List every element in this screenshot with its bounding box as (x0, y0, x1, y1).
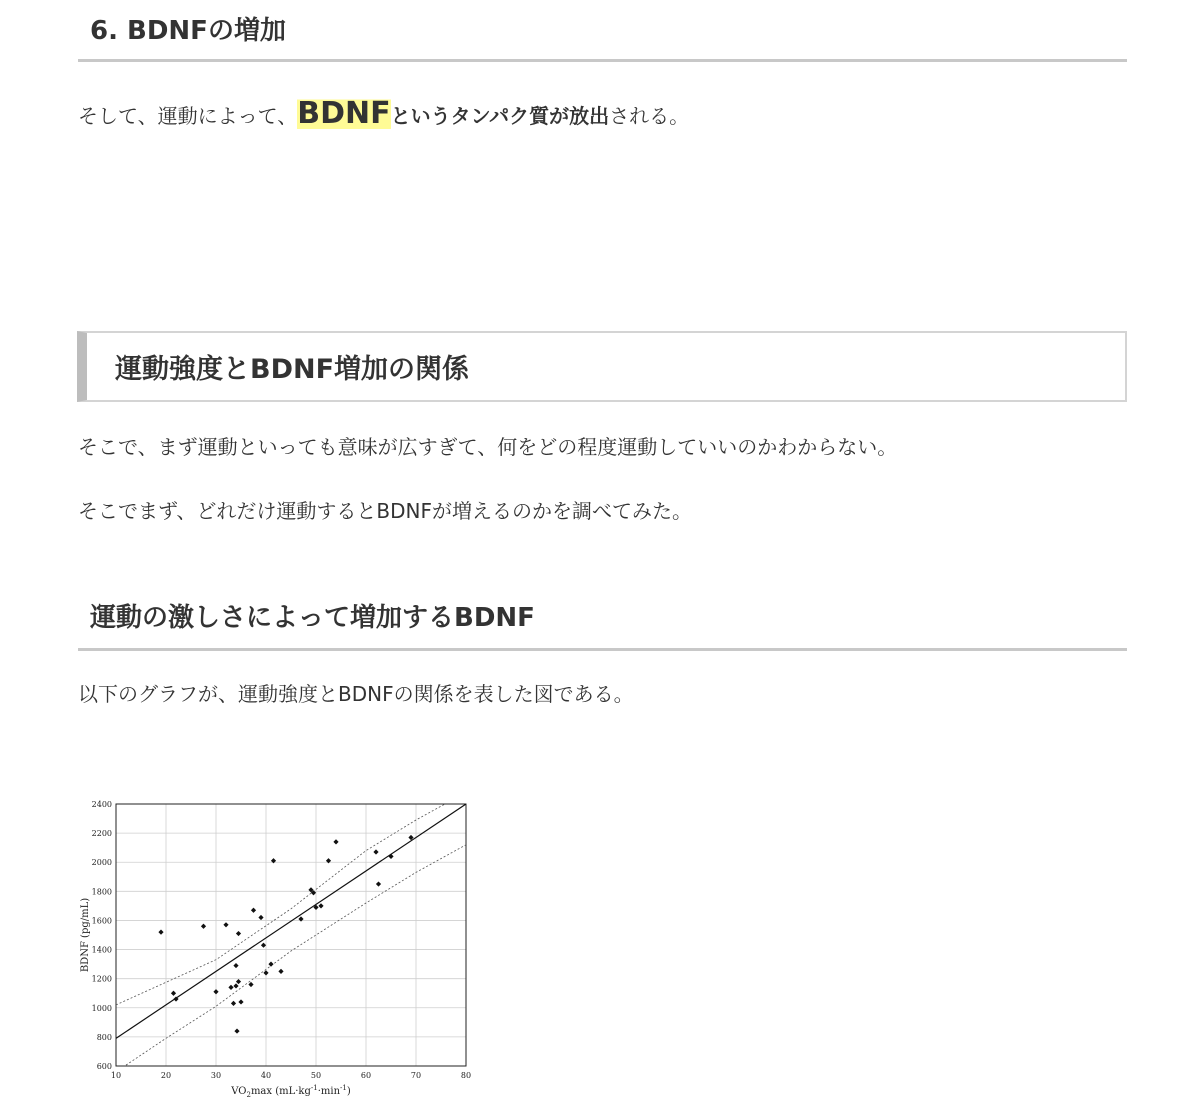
x-tick-label: 10 (110, 1071, 122, 1080)
bdnf-vo2max-chart (78, 798, 472, 1098)
data-point (251, 908, 256, 913)
section-heading-intensity-relation: 運動強度とBDNF増加の関係 (77, 331, 1127, 402)
data-point (263, 970, 268, 975)
data-point (388, 854, 393, 859)
data-point (231, 1001, 236, 1006)
data-point (158, 929, 163, 934)
data-point (318, 903, 323, 908)
data-point (376, 881, 381, 886)
x-tick-label: 60 (360, 1071, 372, 1080)
data-point (236, 931, 241, 936)
y-tick-label: 1200 (91, 974, 112, 984)
y-tick-label: 800 (96, 1032, 112, 1042)
y-tick-label: 1400 (91, 945, 112, 955)
chart-grid (116, 804, 466, 1066)
highlight-bdnf: BDNF (297, 96, 391, 131)
y-tick-label: 1000 (91, 1003, 112, 1013)
y-tick-label: 600 (96, 1062, 112, 1071)
data-point (333, 839, 338, 844)
x-tick-label: 50 (310, 1071, 322, 1080)
data-point (201, 924, 206, 929)
data-point (278, 969, 283, 974)
x-axis-label: $VO_2\max$ $(mL\cdot kg^{-1}\cdot\min^{-1})$ (231, 1084, 351, 1098)
x-tick-label: 40 (260, 1071, 272, 1080)
data-point (268, 962, 273, 967)
chart-svg (78, 798, 472, 1098)
data-point (234, 1028, 239, 1033)
y-tick-label: 2200 (91, 829, 112, 839)
y-tick-label: 1600 (91, 916, 112, 926)
data-point (261, 943, 266, 948)
x-tick-labels (111, 1071, 471, 1080)
data-point (228, 985, 233, 990)
data-point (233, 963, 238, 968)
paragraph-text: そして、運動によって、 (78, 104, 298, 128)
data-point (236, 979, 241, 984)
regression-line (116, 804, 466, 1038)
paragraph-investigation: そこでまず、どれだけ運動するとBDNFが増えるのかを調べてみた。 (78, 499, 692, 523)
data-point (233, 983, 238, 988)
data-point (171, 991, 176, 996)
data-point (223, 922, 228, 927)
paragraph-graph-intro: 以下のグラフが、運動強度とBDNFの関係を表した図である。 (78, 682, 634, 706)
y-tick-label: 1800 (91, 887, 112, 897)
data-point (248, 982, 253, 987)
ci-lower-line (116, 845, 466, 1072)
section-heading-bdnf-increase: 6. BDNFの増加 (78, 14, 1127, 62)
data-point (373, 849, 378, 854)
x-tick-label: 70 (410, 1071, 422, 1080)
x-tick-label: 80 (460, 1071, 472, 1080)
bold-text: というタンパク質が放出 (390, 104, 610, 128)
plot-frame (116, 804, 466, 1066)
y-tick-label: 2400 (91, 800, 112, 809)
x-tick-label: 30 (210, 1071, 222, 1080)
paragraph-exercise-meaning: そこで、まず運動といっても意味が広すぎて、何をどの程度運動していいのかわからない。 (78, 435, 898, 459)
paragraph-bdnf-release (78, 98, 689, 132)
data-point (213, 989, 218, 994)
x-tick-label: 20 (160, 1071, 172, 1080)
paragraph-text-suffix: される。 (609, 104, 690, 128)
ci-upper-line (116, 798, 466, 1005)
regression-fit-line (116, 804, 466, 1038)
y-axis-label: BDNF (pg/mL) (80, 897, 91, 973)
data-point (258, 915, 263, 920)
y-tick-labels (92, 800, 112, 1071)
y-tick-label: 2000 (91, 858, 112, 868)
section-heading-intensity-bdnf: 運動の激しさによって増加するBDNF (78, 601, 1127, 651)
data-point (238, 999, 243, 1004)
